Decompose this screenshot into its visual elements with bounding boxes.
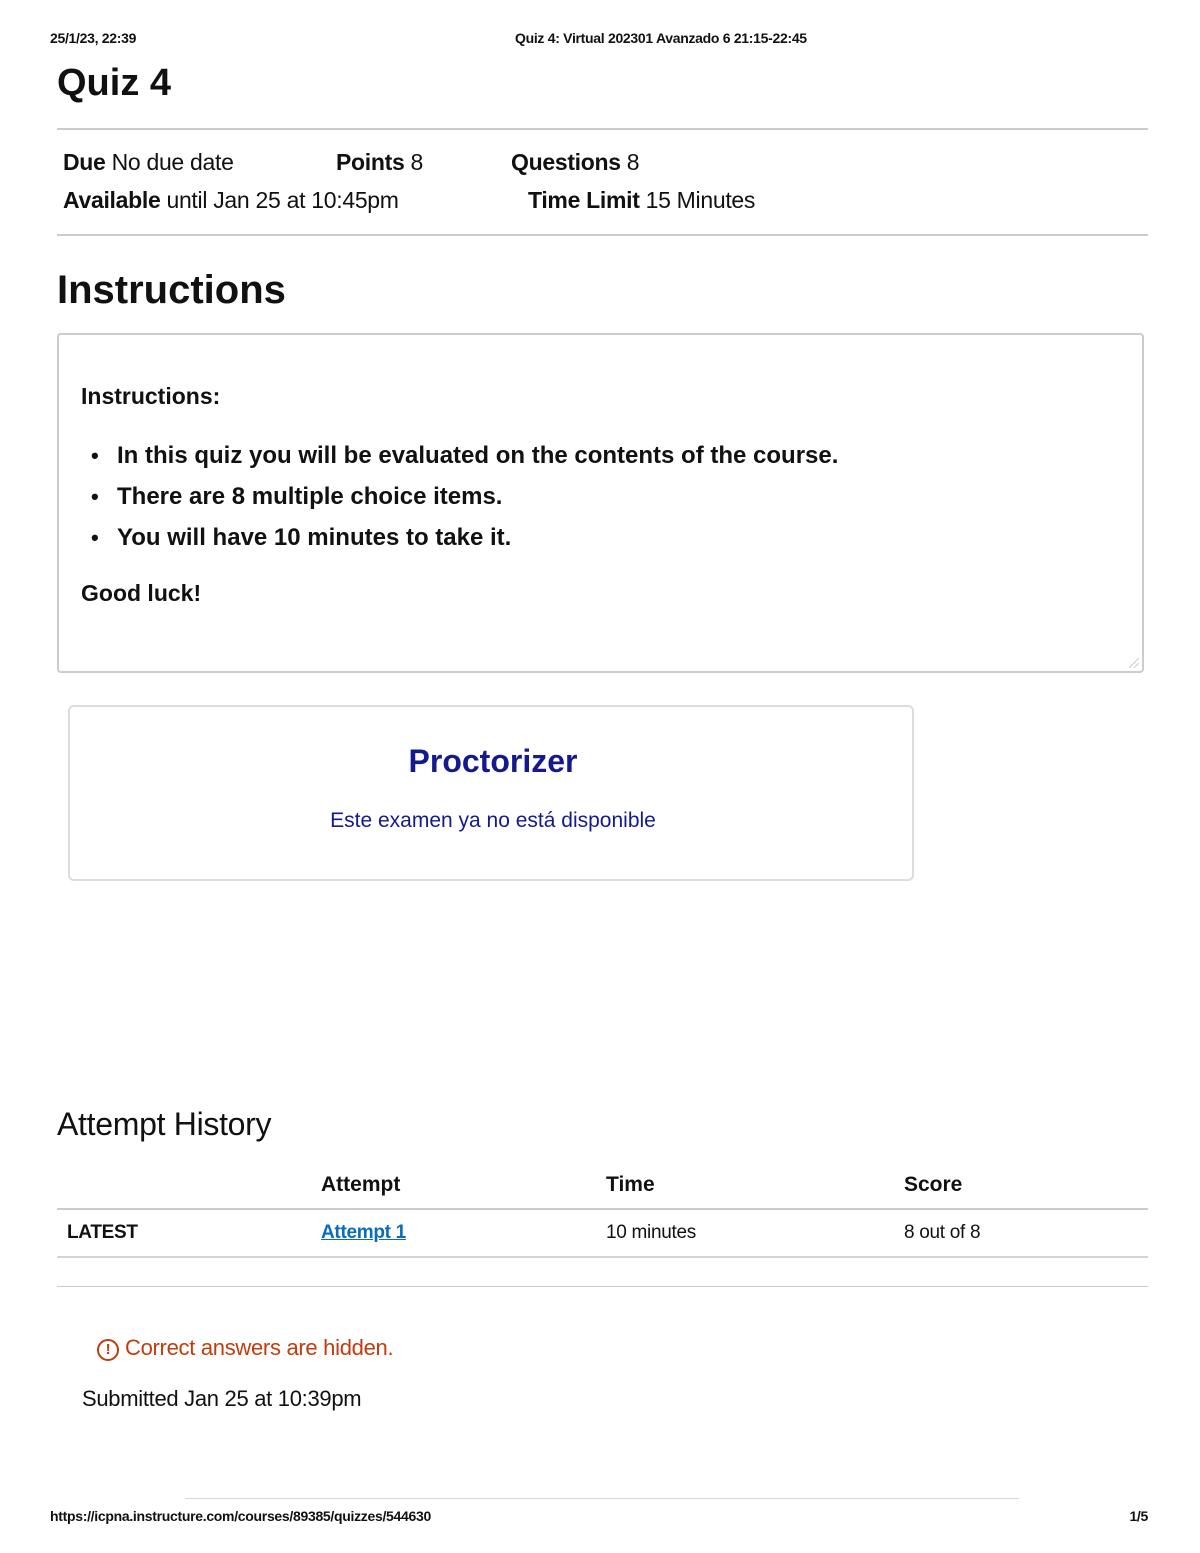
column-header-time: Time — [606, 1162, 904, 1209]
time-limit-label: Time Limit — [528, 187, 640, 213]
attempt-score: 8 out of 8 — [904, 1209, 1148, 1257]
attempt-history-table — [57, 1162, 1148, 1258]
instructions-list — [81, 437, 838, 560]
time-limit-detail — [528, 187, 755, 214]
info-icon: ! — [97, 1339, 119, 1361]
divider — [57, 1286, 1148, 1287]
available-label: Available — [63, 187, 161, 213]
instructions-box — [57, 333, 1144, 673]
instructions-heading: Instructions — [57, 268, 286, 312]
bullet-icon: • — [91, 443, 99, 468]
questions-detail — [511, 149, 639, 176]
attempt-time: 10 minutes — [606, 1209, 904, 1257]
column-header-attempt: Attempt — [321, 1162, 606, 1209]
due-value: No due date — [111, 149, 234, 175]
instructions-subheading: Instructions: — [81, 383, 221, 409]
resize-grip-icon[interactable] — [1129, 658, 1139, 668]
list-item: • In this quiz you will be evaluated on the contents of the course. — [81, 437, 838, 478]
print-footer-page: 1/5 — [1129, 1508, 1148, 1524]
correct-answers-notice — [97, 1335, 393, 1361]
list-item: • You will have 10 minutes to take it. — [81, 519, 838, 560]
notice-text: Correct answers are hidden. — [125, 1335, 394, 1360]
due-detail — [63, 149, 234, 176]
footer-divider — [185, 1498, 1019, 1499]
table-row — [57, 1209, 1148, 1257]
print-header-date: 25/1/23, 22:39 — [50, 30, 137, 46]
available-detail — [63, 187, 399, 214]
list-item: • There are 8 multiple choice items. — [81, 478, 838, 519]
questions-label: Questions — [511, 149, 621, 175]
submitted-timestamp: Submitted Jan 25 at 10:39pm — [82, 1386, 362, 1411]
column-header — [57, 1162, 321, 1209]
print-header-title: Quiz 4: Virtual 202301 Avanzado 6 21:15-22:45 — [515, 30, 807, 46]
table-header-row — [57, 1162, 1148, 1209]
attempt-link[interactable]: Attempt 1 — [321, 1222, 406, 1243]
latest-tag: LATEST — [57, 1209, 321, 1257]
time-limit-value: 15 Minutes — [645, 187, 756, 213]
print-footer-url: https://icpna.instructure.com/courses/89385/quizzes/544630 — [50, 1508, 431, 1524]
points-detail — [336, 149, 423, 176]
divider — [57, 234, 1148, 236]
column-header-score: Score — [904, 1162, 1148, 1209]
attempt-history-heading: Attempt History — [57, 1106, 272, 1142]
instructions-closing: Good luck! — [81, 580, 202, 606]
bullet-icon: • — [91, 525, 99, 550]
questions-value: 8 — [626, 149, 640, 175]
due-label: Due — [63, 149, 106, 175]
proctorizer-title: Proctorizer — [408, 743, 578, 779]
proctorizer-panel — [68, 705, 914, 881]
divider — [57, 128, 1148, 130]
proctorizer-message: Este examen ya no está disponible — [330, 809, 656, 832]
page-title: Quiz 4 — [57, 62, 172, 104]
points-label: Points — [336, 149, 405, 175]
points-value: 8 — [410, 149, 423, 175]
bullet-icon: • — [91, 484, 99, 509]
available-value: until Jan 25 at 10:45pm — [166, 187, 399, 213]
